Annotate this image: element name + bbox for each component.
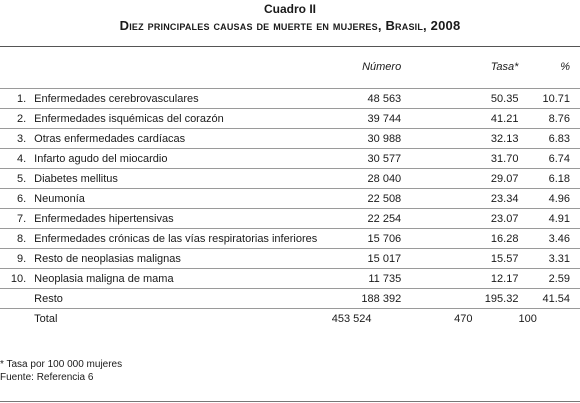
row-rank: 2. [0, 109, 34, 129]
header-numero: Número [362, 61, 402, 73]
row-percent: 10.71 [518, 89, 580, 109]
table-caption-label: Cuadro II [263, 2, 316, 16]
row-numero: 48 563 [330, 89, 401, 109]
total-numero: 453 524 [331, 312, 372, 325]
table-row [0, 109, 580, 129]
row-numero: 28 040 [330, 169, 401, 189]
row-percent: 3.46 [518, 229, 580, 249]
row-numero: 11 735 [330, 269, 401, 289]
row-percent: 2.59 [518, 269, 580, 289]
row-cause: Diabetes mellitus [34, 169, 330, 189]
total-row [0, 309, 580, 329]
row-percent: 8.76 [518, 109, 580, 129]
row-numero: 22 508 [330, 189, 401, 209]
row-tasa: 31.70 [401, 149, 518, 169]
row-percent: 4.91 [518, 209, 580, 229]
total-tasa: 470 [454, 312, 473, 325]
row-cause: Resto [34, 289, 330, 309]
row-numero: 30 988 [330, 129, 401, 149]
header-row [0, 54, 580, 80]
row-cause: Enfermedades crónicas de las vías respiratorias inferiores [34, 229, 330, 249]
footnote-source: Fuente: Referencia 6 [0, 372, 94, 383]
row-cause: Resto de neoplasias malignas [34, 249, 330, 269]
row-numero: 39 744 [330, 109, 401, 129]
row-numero: 15 017 [330, 249, 401, 269]
row-cause: Infarto agudo del miocardio [34, 149, 330, 169]
row-numero: 30 577 [330, 149, 401, 169]
row-rank: 8. [0, 229, 34, 249]
row-tasa: 23.07 [401, 209, 518, 229]
total-percent: 100 [518, 312, 537, 325]
table-row [0, 229, 580, 249]
row-rank: 9. [0, 249, 34, 269]
row-rank: 5. [0, 169, 34, 189]
row-cause: Otras enfermedades cardíacas [34, 129, 330, 149]
row-rank: 10. [0, 269, 34, 289]
row-rank: 1. [0, 89, 34, 109]
table-row [0, 169, 580, 189]
row-percent: 6.74 [518, 149, 580, 169]
row-percent: 6.18 [518, 169, 580, 189]
row-cause: Enfermedades cerebrovasculares [34, 89, 330, 109]
row-numero: 15 706 [330, 229, 401, 249]
row-percent: 3.31 [518, 249, 580, 269]
table-row [0, 189, 580, 209]
total-rank [0, 309, 34, 329]
table-title: Diez principales causas de muerte en mujeres, Brasil, 2008 [119, 18, 461, 33]
row-tasa: 23.34 [401, 189, 518, 209]
row-percent: 4.96 [518, 189, 580, 209]
bottom-rule [0, 401, 580, 402]
row-tasa: 41.21 [401, 109, 518, 129]
row-numero: 22 254 [330, 209, 401, 229]
row-rank: 7. [0, 209, 34, 229]
header-tasa: Tasa* [490, 61, 519, 73]
row-cause: Enfermedades isquémicas del corazón [34, 109, 330, 129]
row-rank: 3. [0, 129, 34, 149]
row-cause: Enfermedades hipertensivas [34, 209, 330, 229]
row-tasa: 29.07 [401, 169, 518, 189]
row-tasa: 12.17 [401, 269, 518, 289]
mortality-table [0, 54, 580, 328]
row-percent: 41.54 [518, 289, 580, 309]
row-tasa: 50.35 [401, 89, 518, 109]
table-row [0, 149, 580, 169]
row-numero: 188 392 [330, 289, 401, 309]
row-tasa: 15.57 [401, 249, 518, 269]
total-label: Total [34, 312, 58, 325]
row-cause: Neumonía [34, 189, 330, 209]
table-row [0, 89, 580, 109]
top-rule [0, 46, 580, 47]
footnote-rate: * Tasa por 100 000 mujeres [0, 359, 123, 370]
table-row [0, 249, 580, 269]
row-rank [0, 289, 34, 309]
table-body [0, 89, 580, 329]
row-percent: 6.83 [518, 129, 580, 149]
row-tasa: 16.28 [401, 229, 518, 249]
table-row [0, 129, 580, 149]
table-row [0, 209, 580, 229]
table-row [0, 269, 580, 289]
row-rank: 6. [0, 189, 34, 209]
header-percent: % [560, 61, 570, 73]
row-rank: 4. [0, 149, 34, 169]
row-tasa: 32.13 [401, 129, 518, 149]
row-cause: Neoplasia maligna de mama [34, 269, 330, 289]
table-row [0, 289, 580, 309]
row-tasa: 195.32 [401, 289, 518, 309]
